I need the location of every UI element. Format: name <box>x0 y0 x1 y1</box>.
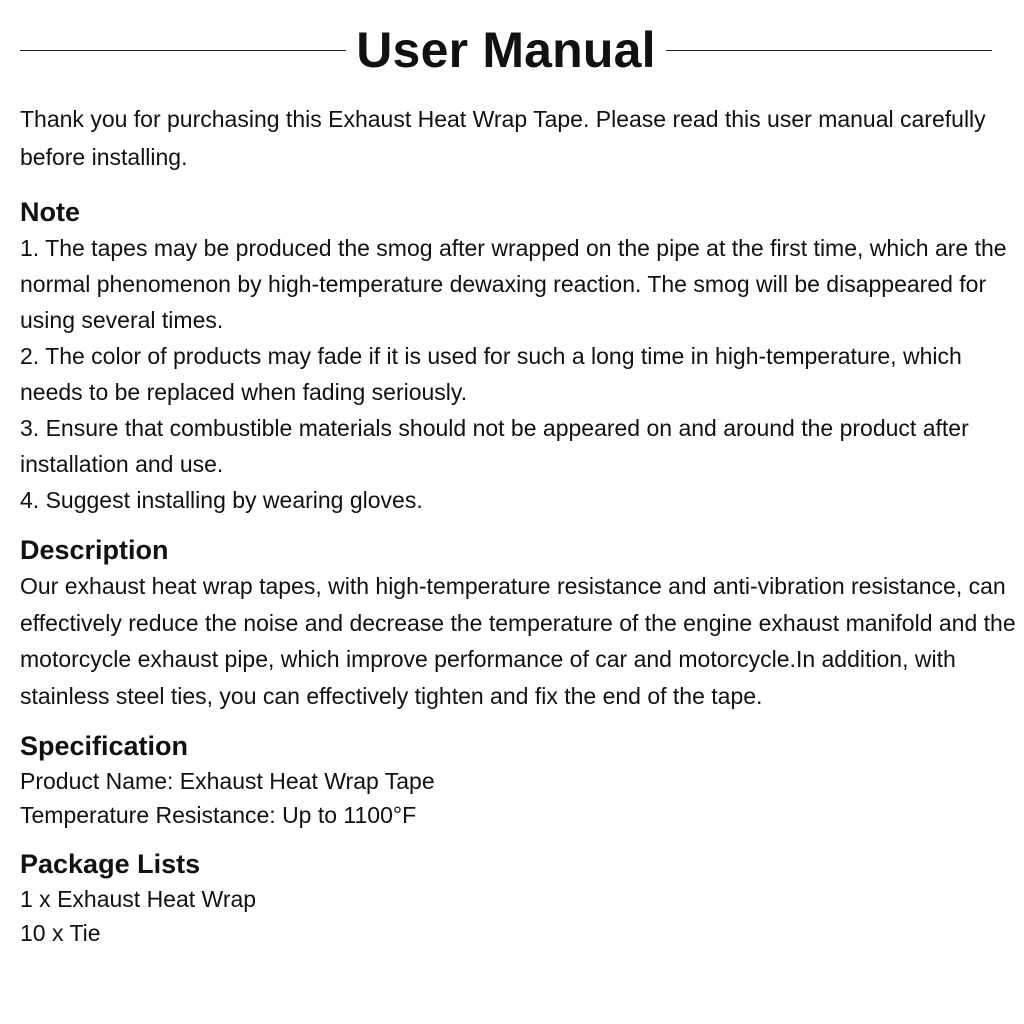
manual-content <box>20 100 1016 964</box>
title-rule-left <box>20 50 346 51</box>
title-rule-right <box>666 50 992 51</box>
description-text: Our exhaust heat wrap tapes, with high-temperature resistance and anti-vibration resistance, can effectively reduce the noise and decrease the temperature of the engine exhaust manifold and the motorcycle exhaust pipe, which improve performance of car and motorcycle.In addition, with stainless steel ties, you can effectively tighten and fix the end of the tape. <box>20 573 1016 709</box>
package-item-heat-wrap: 1 x Exhaust Heat Wrap <box>20 886 257 912</box>
specification-heading: Specification <box>20 731 189 761</box>
spec-temperature-resistance: Temperature Resistance: Up to 1100°F <box>20 802 417 828</box>
description-section <box>20 532 1016 714</box>
package-heading: Package Lists <box>20 849 201 879</box>
page-title: User Manual <box>356 22 656 78</box>
description-heading: Description <box>20 535 169 565</box>
package-item-tie: 10 x Tie <box>20 920 101 946</box>
intro-text: Thank you for purchasing this Exhaust Heat Wrap Tape. Please read this user manual carefully before installing. <box>20 106 986 170</box>
spec-product-name: Product Name: Exhaust Heat Wrap Tape <box>20 768 435 794</box>
note-section <box>20 194 1016 518</box>
specification-section <box>20 728 1016 832</box>
note-item-1: 1. The tapes may be produced the smog after wrapped on the pipe at the first time, which are the normal phenomenon by high-temperature dewaxing reaction. The smog will be disappeared for using several times. <box>20 235 1007 333</box>
title-row <box>20 18 992 82</box>
package-section <box>20 846 1016 950</box>
note-item-4: 4. Suggest installing by wearing gloves. <box>20 487 423 513</box>
note-heading: Note <box>20 197 80 227</box>
note-item-3: 3. Ensure that combustible materials should not be appeared on and around the product after installation and use. <box>20 415 969 477</box>
note-item-2: 2. The color of products may fade if it is used for such a long time in high-temperature, which needs to be replaced when fading seriously. <box>20 343 962 405</box>
